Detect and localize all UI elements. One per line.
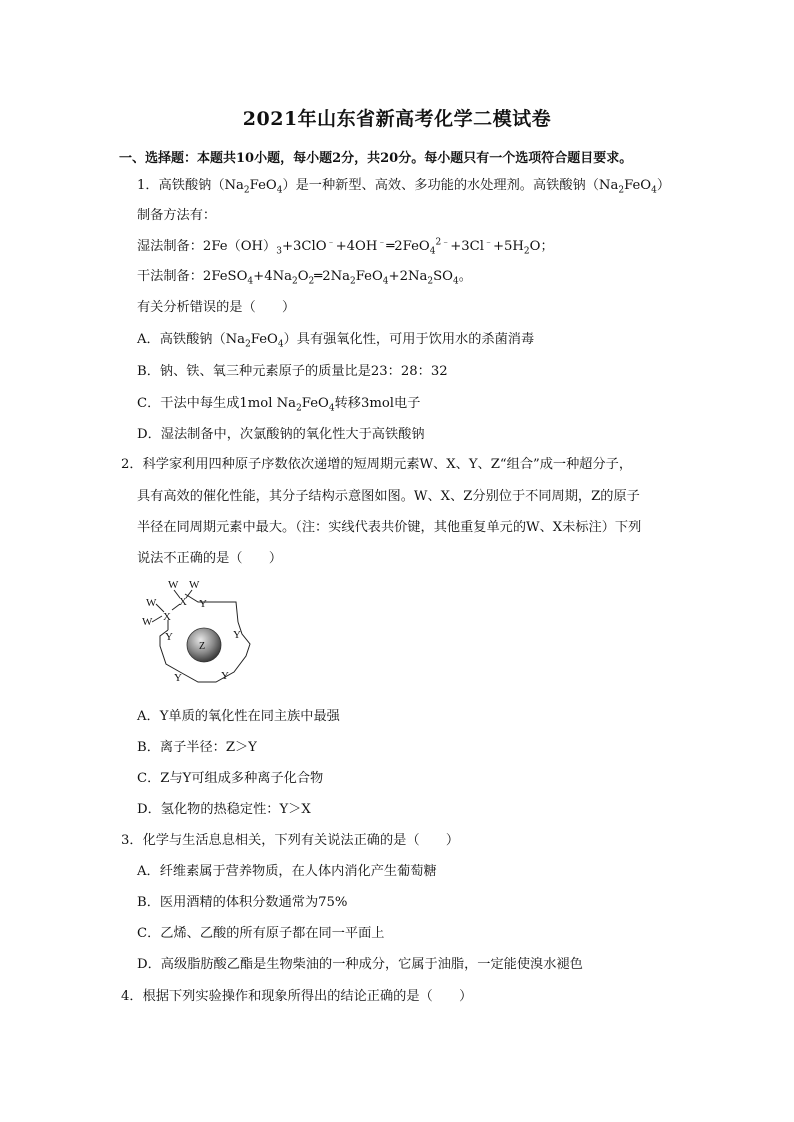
supramolecule-diagram xyxy=(138,574,278,698)
q2-stem-line4: 说法不正确的是（ ） xyxy=(137,551,283,566)
atom-y-label: Y xyxy=(165,631,173,643)
q1-option-c: C．干法中每生成1mol $Na_2FeO_4$转移3mol电子 xyxy=(137,396,421,414)
q3-option-d: D．高级脂肪酸乙酯是生物柴油的一种成分，它属于油脂，一定能使溴水褪色 xyxy=(137,957,583,972)
q3-option-c: C．乙烯、乙酸的所有原子都在同一平面上 xyxy=(137,926,385,941)
q3-stem: 3．化学与生活息息相关，下列有关说法正确的是（ ） xyxy=(121,833,460,848)
q4-stem: 4．根据下列实验操作和现象所得出的结论正确的是（ ） xyxy=(121,989,473,1004)
q1-option-a: A．高铁酸钠$(Na_2FeO_4)$具有强氧化性，可用于饮用水的杀菌消毒 xyxy=(137,332,535,350)
atom-w-label: W xyxy=(189,579,200,591)
atom-y-label: Y xyxy=(174,672,182,684)
q2-stem-line2: 具有高效的催化性能，其分子结构示意图如图。W、X、Z分别位于不同周期，Z的原子 xyxy=(137,489,640,504)
q2-stem-line3: 半径在同周期元素中最大。（注：实线代表共价键，其他重复单元的W、X未标注）下列 xyxy=(137,520,642,535)
q1-option-d: D．湿法制备中，次氯酸钠的氧化性大于高铁酸钠 xyxy=(137,427,425,442)
q1-dry-method: 干法制备：$2FeSO_4+4Na_2O_2═2Na_2FeO_4+2Na_2SO_4$。 xyxy=(137,269,472,287)
q3-option-b: B．医用酒精的体积分数通常为75% xyxy=(137,895,348,910)
q1-stem-line2: 制备方法有： xyxy=(137,208,217,223)
section-heading: 一、选择题：本题共10小题，每小题2分，共20分。每小题只有一个选项符合题目要求。 xyxy=(119,151,633,166)
page-title: 2021年山东省新高考化学二模试卷 xyxy=(242,108,552,130)
q2-stem-line1: 2．科学家利用四种原子序数依次递增的短周期元素W、X、Y、Z“组合”成一种超分子， xyxy=(121,457,633,472)
q3-option-a: A．纤维素属于营养物质，在人体内消化产生葡萄糖 xyxy=(137,864,437,879)
q2-option-b: B．离子半径：Z＞Y xyxy=(137,740,257,755)
q2-option-a: A．Y单质的氧化性在同主族中最强 xyxy=(137,709,340,724)
atom-z-label: Z xyxy=(199,641,206,652)
q1-option-b: B．钠、铁、氧三种元素原子的质量比是23：28：32 xyxy=(137,364,448,379)
atom-x-label: X xyxy=(163,611,171,623)
atom-w-label: W xyxy=(142,616,153,628)
atom-y-label: Y xyxy=(199,598,207,610)
q2-option-d: D．氢化物的热稳定性：Y＞X xyxy=(137,802,311,817)
atom-w-label: W xyxy=(146,597,157,609)
atom-x-label: X xyxy=(179,596,187,608)
atom-y-label: Y xyxy=(233,629,241,641)
q2-option-c: C．Z与Y可组成多种离子化合物 xyxy=(137,771,324,786)
q1-wet-method: 湿法制备：$2Fe(OH)_3+3ClO^﹣+4OH^﹣═2FeO_4^{2﹣}+3Cl^﹣+5H_2O$； xyxy=(137,237,554,257)
q1-stem: 1．高铁酸钠$(Na_2FeO_4)$是一种新型、高效、多功能的水处理剂。高铁酸钠$(Na_2FeO_4)$ xyxy=(137,178,671,196)
atom-w-label: W xyxy=(168,579,179,591)
atom-y-label: Y xyxy=(221,670,229,682)
q1-ask: 有关分析错误的是（ ） xyxy=(137,300,296,315)
